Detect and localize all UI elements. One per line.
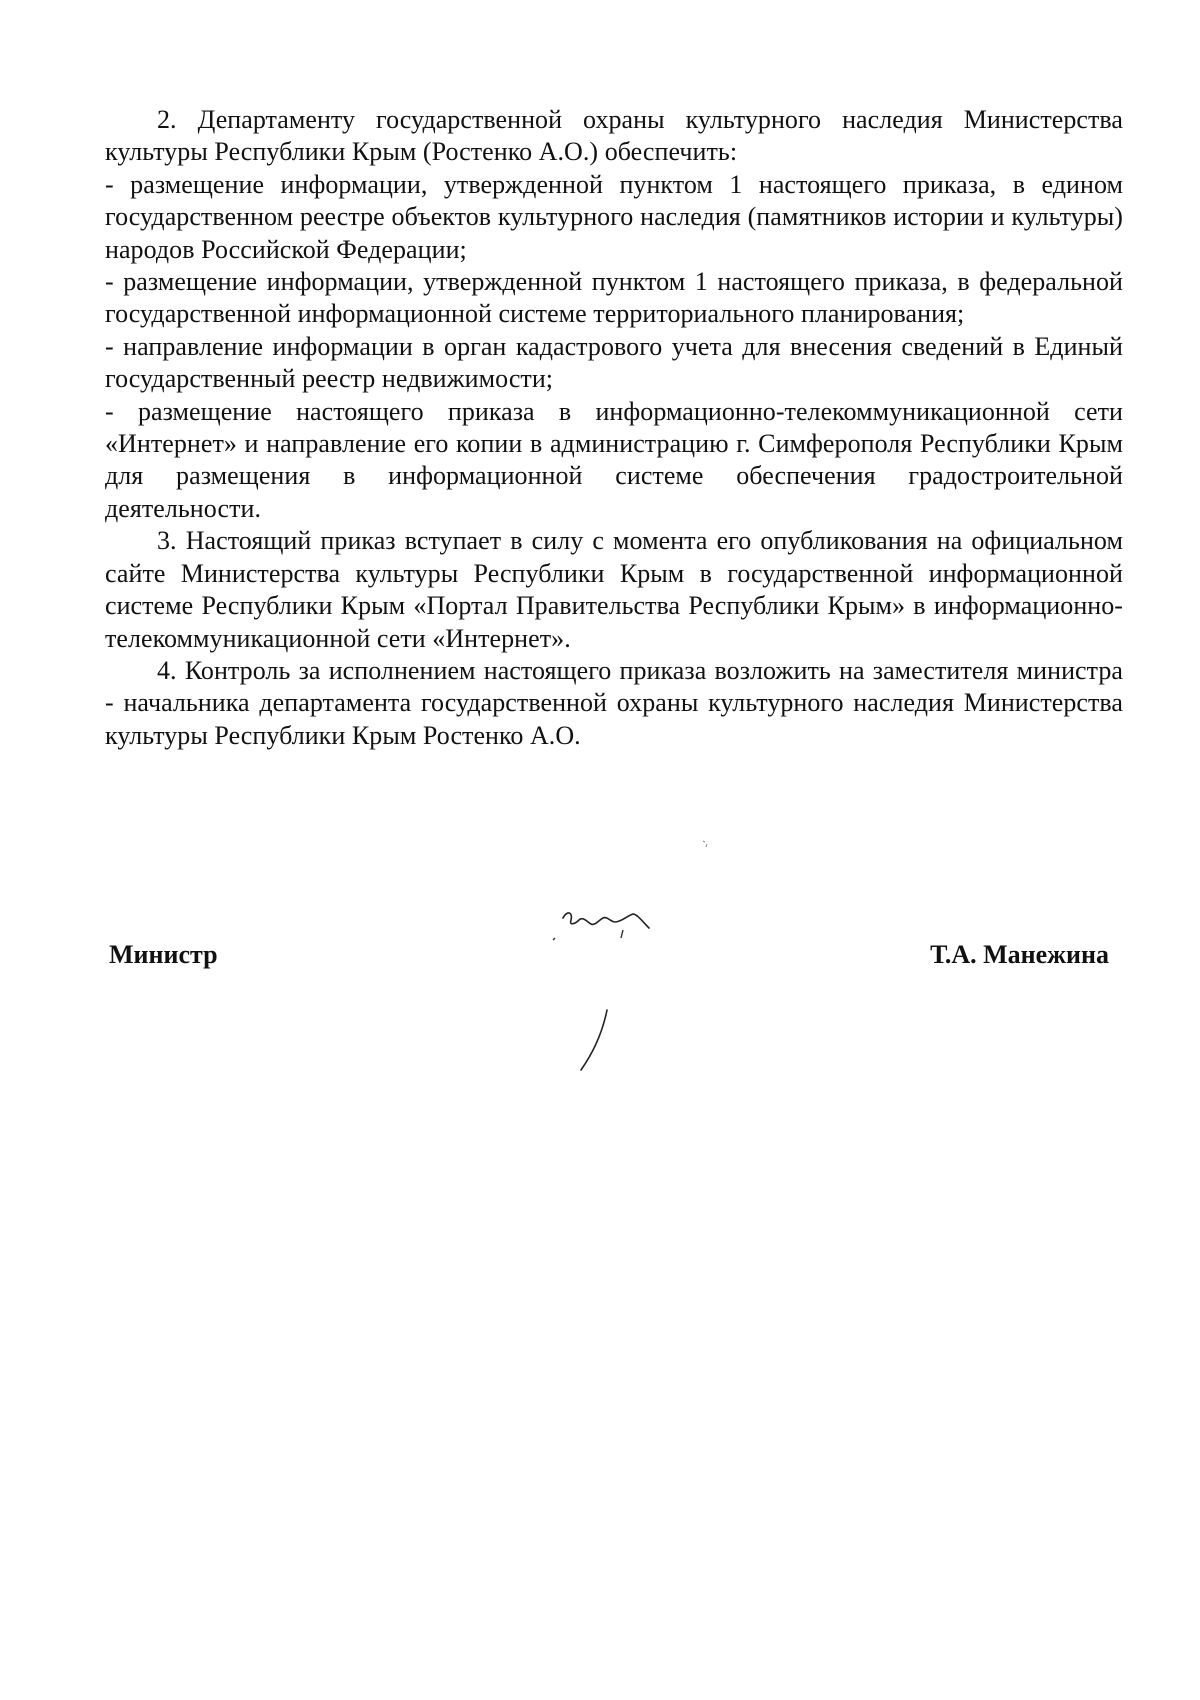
document-body	[105, 104, 1123, 752]
paragraph-item-3: 3. Настоящий приказ вступает в силу с момента его опубликования на официальном сайте Министерства культуры Республики Крым в государственной информационной системе Республики Крым «Портал Правительства Республики Крым» в информационно-телекоммуникационной сети «Интернет».	[105, 526, 1123, 653]
paragraph-bullet-3: - направление информации в орган кадастрового учета для внесения сведений в Единый государственный реестр недвижимости;	[105, 331, 1123, 394]
signatory-title: Министр	[109, 940, 218, 969]
paragraph-bullet-2: - размещение информации, утвержденной пунктом 1 настоящего приказа, в федеральной государственной информационной системе территориального планирования;	[105, 267, 1123, 329]
paragraph-bullet-4: - размещение настоящего приказа в информационно-телекоммуникационной сети «Интернет» и направление его копии в администрацию г. Симферополя Республики Крым для размещения в информационной системе обеспечения градостроительной деятельности.	[105, 396, 1123, 523]
paragraph-item-2: 2. Департаменту государственной охраны культурного наследия Министерства культуры Республики Крым (Ростенко А.О.) обеспечить:	[105, 105, 1123, 167]
paragraph-item-4: 4. Контроль за исполнением настоящего приказа возложить на заместителя министра - начальника департамента государственной охраны культурного наследия Министерства культуры Республики Крым Ростенко А.О.	[105, 655, 1123, 750]
signature-block	[105, 940, 1123, 980]
signatory-name: Т.А. Манежина	[930, 940, 1109, 969]
scan-speck	[700, 838, 712, 850]
paragraph-bullet-1: - размещение информации, утвержденной пунктом 1 настоящего приказа, в едином государственном реестре объектов культурного наследия (памятников истории и культуры) народов Российской Федерации;	[105, 169, 1123, 264]
handwritten-signature	[545, 900, 705, 1080]
